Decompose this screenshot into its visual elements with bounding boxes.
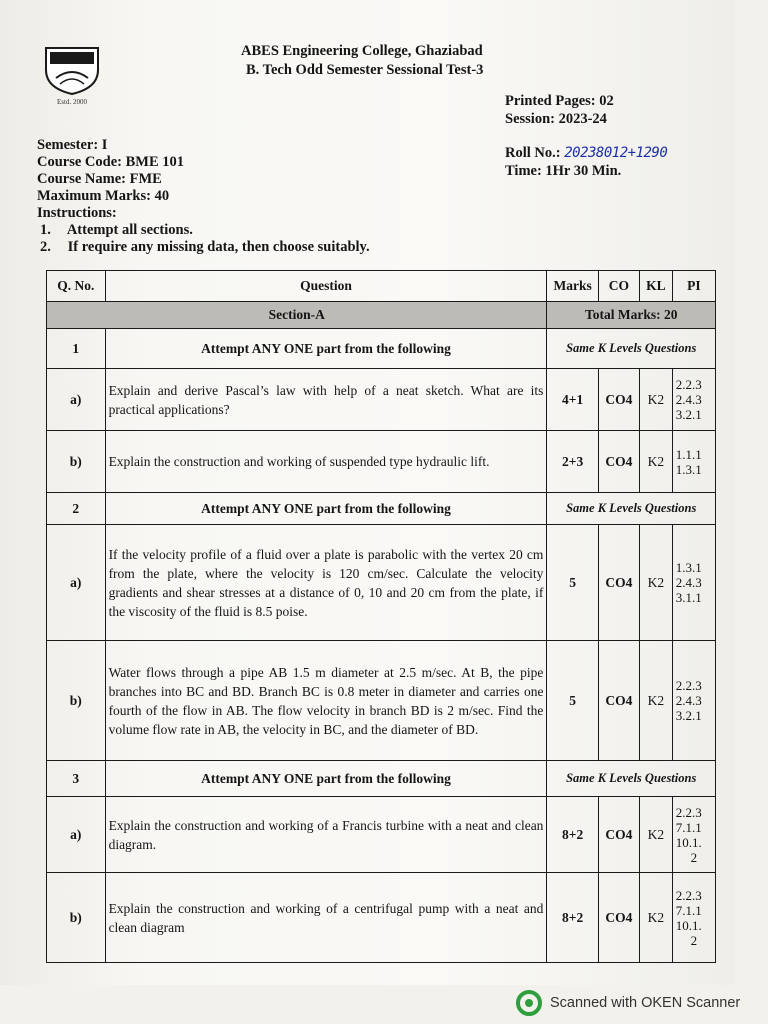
table-row: [47, 525, 716, 641]
pi-code: 2: [690, 849, 698, 865]
session: Session: 2023-24: [505, 111, 607, 127]
table-row: [47, 369, 716, 431]
table-header-row: [47, 271, 716, 302]
test-title: B. Tech Odd Semester Sessional Test-3: [246, 62, 484, 78]
question-text: Explain and derive Pascal’s law with help of a neat sketch. What are its practical applications?: [105, 369, 547, 431]
group-instruction: Attempt ANY ONE part from the following: [105, 329, 547, 369]
kl-value: K2: [639, 431, 672, 493]
question-number: 2: [47, 493, 106, 525]
co-value: CO4: [598, 797, 639, 873]
max-marks: Maximum Marks: 40: [37, 188, 170, 204]
group-note: Same K Levels Questions: [547, 761, 716, 797]
co-value: CO4: [598, 641, 639, 761]
pi-values: [672, 369, 715, 431]
group-note: Same K Levels Questions: [547, 493, 716, 525]
roll-value-handwritten: 20238012+1290: [564, 145, 668, 161]
logo-est: Estd. 2000: [57, 98, 87, 106]
pi-code: 1.1.1: [675, 446, 702, 462]
pi-code: 3.1.1: [675, 590, 702, 605]
roll-no: [505, 144, 667, 162]
pi-code: 2.2.3: [675, 887, 702, 903]
pi-code: 7.1.1: [675, 819, 702, 835]
pi-code: 10.1.: [675, 834, 702, 850]
institution-name: ABES Engineering College, Ghaziabad: [241, 43, 483, 59]
pi-code: 2.2.3: [675, 678, 702, 693]
instruction-number: 1.: [40, 222, 51, 238]
section-a-total: Total Marks: 20: [547, 302, 716, 329]
table-row: [47, 873, 716, 963]
oken-scanner-icon: [516, 990, 542, 1016]
question-text: Explain the construction and working of suspended type hydraulic lift.: [105, 431, 547, 493]
pi-code: 2.4.3: [675, 693, 702, 708]
question-text: Explain the construction and working of a Francis turbine with a neat and clean diagram.: [105, 797, 547, 873]
part-label: a): [47, 369, 106, 431]
instruction-item: [40, 238, 370, 256]
question-table: [46, 270, 716, 963]
scanner-watermark: [516, 990, 740, 1016]
table-row: [47, 797, 716, 873]
pi-values: [672, 873, 715, 963]
instruction-text: If require any missing data, then choose suitably.: [67, 239, 370, 255]
pi-code: 2.4.3: [675, 575, 702, 590]
pi-values: [672, 641, 715, 761]
marks-value: 4+1: [547, 369, 598, 431]
semester: Semester: I: [37, 137, 108, 153]
pi-code: 3.2.1: [675, 407, 702, 422]
header-qno: Q. No.: [47, 271, 106, 302]
instruction-item: [40, 221, 193, 239]
question-number: 1: [47, 329, 106, 369]
table-row: [47, 431, 716, 493]
co-value: CO4: [598, 873, 639, 963]
question-group-row: [47, 329, 716, 369]
header-kl: KL: [639, 271, 672, 302]
question-text: Water flows through a pipe AB 1.5 m diameter at 2.5 m/sec. At B, the pipe branches into BC and BD. Branch BC is 0.8 meter in diameter and carries one fourth of the flow in AB. The flow velocity in branch BD is 2 m/sec. Find the volume flow rate in AB, the velocity in BC, and the diameter of BD.: [105, 641, 547, 761]
question-text: Explain the construction and working of a centrifugal pump with a neat and clean diagram: [105, 873, 547, 963]
header-question: Question: [105, 271, 547, 302]
pi-code: 3.2.1: [675, 708, 702, 723]
marks-value: 2+3: [547, 431, 598, 493]
group-instruction: Attempt ANY ONE part from the following: [105, 761, 547, 797]
co-value: CO4: [598, 431, 639, 493]
part-label: b): [47, 641, 106, 761]
co-value: CO4: [598, 369, 639, 431]
kl-value: K2: [639, 525, 672, 641]
kl-value: K2: [639, 873, 672, 963]
printed-pages: Printed Pages: 02: [505, 93, 614, 109]
header-marks: Marks: [547, 271, 598, 302]
section-a-label: Section-A: [47, 302, 547, 329]
question-group-row: [47, 761, 716, 797]
kl-value: K2: [639, 641, 672, 761]
course-code: Course Code: BME 101: [37, 154, 185, 170]
marks-value: 8+2: [547, 797, 598, 873]
group-instruction: Attempt ANY ONE part from the following: [105, 493, 547, 525]
instructions-label: Instructions:: [37, 205, 117, 221]
pi-code: 10.1.: [675, 917, 702, 933]
part-label: b): [47, 873, 106, 963]
part-label: b): [47, 431, 106, 493]
pi-code: 2.2.3: [675, 377, 702, 392]
table-row: [47, 641, 716, 761]
pi-code: 7.1.1: [675, 902, 702, 918]
question-text: If the velocity profile of a fluid over a plate is parabolic with the vertex 20 cm from the plate, where the velocity is 120 cm/sec. Calculate the velocity gradients and shear stresses at a distance of 0, 10 and 20 cm from the plate, if the viscosity of the fluid is 8.5 poise.: [105, 525, 547, 641]
roll-label: Roll No.:: [505, 145, 561, 161]
pi-values: [672, 525, 715, 641]
section-a-row: [47, 302, 716, 329]
pi-code: 1.3.1: [675, 560, 702, 575]
part-label: a): [47, 525, 106, 641]
group-note: Same K Levels Questions: [547, 329, 716, 369]
pi-values: [672, 797, 715, 873]
instruction-text: Attempt all sections.: [66, 222, 193, 238]
pi-code: 2: [690, 932, 698, 948]
marks-value: 5: [547, 641, 598, 761]
co-value: CO4: [598, 525, 639, 641]
exam-time: Time: 1Hr 30 Min.: [505, 163, 622, 179]
question-group-row: [47, 493, 716, 525]
marks-value: 8+2: [547, 873, 598, 963]
header-pi: PI: [672, 271, 715, 302]
pi-code: 1.3.1: [675, 461, 702, 477]
pi-values: [672, 431, 715, 493]
pi-code: 2.2.3: [675, 804, 702, 820]
question-number: 3: [47, 761, 106, 797]
marks-value: 5: [547, 525, 598, 641]
part-label: a): [47, 797, 106, 873]
course-name: Course Name: FME: [37, 171, 162, 187]
pi-code: 2.4.3: [675, 392, 702, 407]
kl-value: K2: [639, 369, 672, 431]
abes-logo: [40, 44, 104, 114]
scanner-text: Scanned with OKEN Scanner: [550, 995, 741, 1011]
kl-value: K2: [639, 797, 672, 873]
instruction-number: 2.: [40, 239, 51, 255]
header-co: CO: [598, 271, 639, 302]
